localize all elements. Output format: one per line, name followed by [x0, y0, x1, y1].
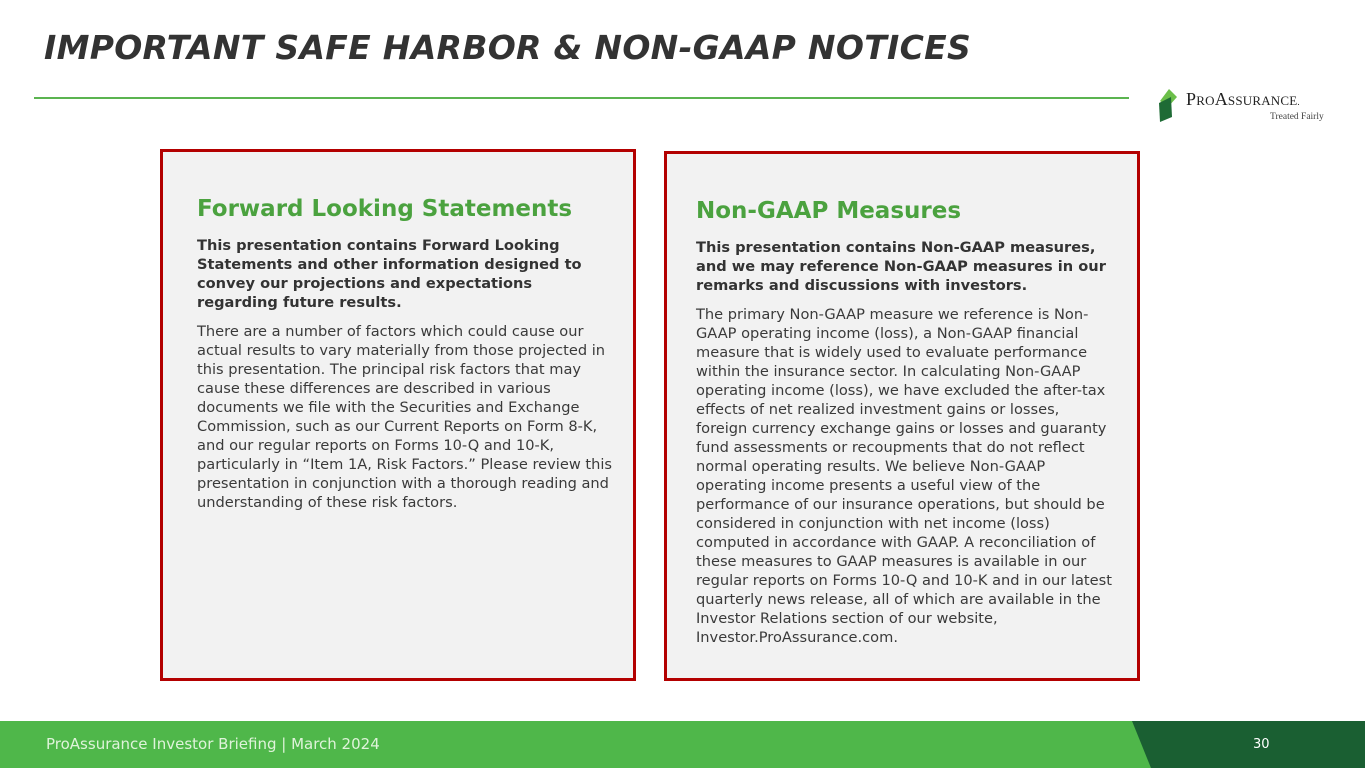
proassurance-leaf-icon — [1157, 87, 1183, 123]
footer-accent — [1132, 721, 1365, 768]
page-number: 30 — [1253, 737, 1270, 752]
slide-title: IMPORTANT SAFE HARBOR & NON-GAAP NOTICES — [44, 28, 972, 67]
logo-tagline: Treated Fairly — [1270, 112, 1324, 122]
non-gaap-lead: This presentation contains Non-GAAP measures, and we may reference Non-GAAP measures in our remarks and discussions with investors. — [696, 239, 1106, 294]
non-gaap-heading: Non-GAAP Measures — [696, 198, 962, 224]
forward-looking-lead: This presentation contains Forward Looking Statements and other information designed to convey our projections and expectations regarding future results. — [197, 237, 582, 311]
forward-looking-panel — [160, 149, 636, 681]
non-gaap-body: The primary Non-GAAP measure we reference is Non-GAAP operating income (loss), a Non-GAAP financial measure that is widely used to evaluate performance within the insurance sector. In calculating Non-GAAP operating income (loss), we have excluded the after-tax effects of net realized investment gains or losses, foreign currency exchange gains or losses and guaranty fund assessments or recoupments that do not reflect normal operating results. We believe Non-GAAP operating income presents a useful view of the performance of our insurance operations, but should be considered in conjunction with net income (loss) computed in accordance with GAAP. A reconciliation of these measures to GAAP measures is available in our regular reports on Forms 10-Q and 10-K and in our latest quarterly news release, all of which are available in the Investor Relations section of our website, Investor.ProAssurance.com. — [696, 306, 1112, 646]
forward-looking-heading: Forward Looking Statements — [197, 196, 573, 222]
footer-bar — [0, 721, 1365, 768]
title-divider — [34, 97, 1129, 99]
logo-wordmark: PROASSURANCE. — [1186, 89, 1300, 109]
footer-text: ProAssurance Investor Briefing | March 2024 — [46, 735, 380, 753]
forward-looking-body: There are a number of factors which could cause our actual results to vary materially from those projected in this presentation. The principal risk factors that may cause these differences are described in various documents we file with the Securities and Exchange Commission, such as our Current Reports on Form 8-K, and our regular reports on Forms 10-Q and 10-K, particularly in “Item 1A, Risk Factors.” Please review this presentation in conjunction with a thorough reading and understanding of these risk factors. — [197, 323, 613, 511]
company-logo — [1157, 85, 1332, 125]
non-gaap-panel — [664, 151, 1140, 681]
